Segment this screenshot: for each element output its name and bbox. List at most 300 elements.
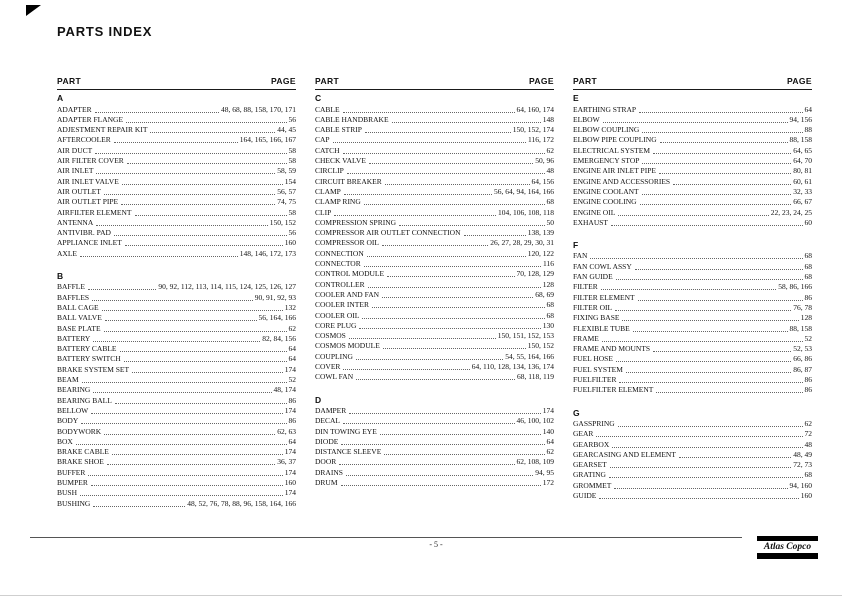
page-numbers: 62, 63 bbox=[277, 426, 296, 436]
part-name: EXHAUST bbox=[573, 217, 608, 227]
part-name: DECAL bbox=[315, 416, 340, 426]
page-numbers: 68 bbox=[546, 197, 554, 207]
part-name: GEARBOX bbox=[573, 439, 610, 449]
part-name: BEARING BALL bbox=[57, 395, 112, 405]
dotted-leader bbox=[660, 142, 788, 143]
page-numbers: 150, 152 bbox=[527, 341, 554, 351]
part-name: COVER bbox=[315, 362, 341, 372]
page-numbers: 58 bbox=[288, 207, 296, 217]
part-name: ANTIVIBR. PAD bbox=[57, 228, 111, 238]
dotted-leader bbox=[362, 318, 544, 319]
part-header-label: PART bbox=[573, 76, 598, 86]
page-numbers: 174 bbox=[284, 364, 296, 374]
index-entry bbox=[57, 405, 296, 415]
dotted-leader bbox=[633, 331, 788, 332]
page-numbers: 116, 172 bbox=[528, 135, 554, 145]
page-numbers: 66, 67 bbox=[793, 197, 812, 207]
page-numbers: 48, 52, 76, 78, 88, 96, 158, 164, 166 bbox=[187, 498, 296, 508]
dotted-leader bbox=[349, 338, 496, 339]
part-name: ADAPTER FLANGE bbox=[57, 114, 124, 124]
index-entry bbox=[573, 196, 812, 206]
part-name: BODYWORK bbox=[57, 426, 102, 436]
part-name: AXLE bbox=[57, 248, 77, 258]
part-name: COSMOS bbox=[315, 331, 346, 341]
page-numbers: 50, 96 bbox=[535, 156, 554, 166]
part-name: CATCH bbox=[315, 145, 340, 155]
part-name: FAN GUIDE bbox=[573, 272, 613, 282]
part-name: ELBOW COUPLING bbox=[573, 125, 640, 135]
dotted-leader bbox=[88, 475, 282, 476]
column-header bbox=[315, 76, 554, 90]
part-name: CORE PLUG bbox=[315, 320, 357, 330]
part-name: CLAMP bbox=[315, 186, 341, 196]
part-name: ENGINE COOLING bbox=[573, 197, 637, 207]
page-numbers: 128 bbox=[800, 313, 812, 323]
dotted-leader bbox=[88, 289, 156, 290]
page-numbers: 148, 146, 172, 173 bbox=[239, 248, 296, 258]
part-name: BALL VALVE bbox=[57, 313, 102, 323]
page-numbers: 160 bbox=[284, 477, 296, 487]
part-name: BUFFER bbox=[57, 467, 86, 477]
page-numbers: 26, 27, 28, 29, 30, 31 bbox=[490, 238, 554, 248]
dotted-leader bbox=[616, 361, 791, 362]
page-numbers: 88, 158 bbox=[789, 323, 812, 333]
dotted-leader bbox=[104, 331, 287, 332]
index-entry bbox=[57, 425, 296, 435]
page-numbers: 150, 151, 152, 153 bbox=[497, 331, 554, 341]
dotted-leader bbox=[333, 142, 526, 143]
index-entry bbox=[315, 237, 554, 247]
part-name: BUMPER bbox=[57, 477, 88, 487]
index-entry bbox=[315, 405, 554, 415]
index-entry bbox=[573, 333, 812, 343]
index-entry bbox=[315, 165, 554, 175]
part-name: DRAINS bbox=[315, 467, 343, 477]
index-entry bbox=[573, 175, 812, 185]
dotted-leader bbox=[622, 320, 798, 321]
dotted-leader bbox=[372, 307, 545, 308]
dotted-leader bbox=[121, 204, 275, 205]
part-name: COWL FAN bbox=[315, 372, 354, 382]
page-numbers: 60 bbox=[804, 217, 812, 227]
part-name: AFTERCOOLER bbox=[57, 135, 111, 145]
page-numbers: 62 bbox=[546, 447, 554, 457]
section-letter: A bbox=[57, 93, 64, 104]
index-entry bbox=[573, 343, 812, 353]
page-numbers: 62 bbox=[288, 323, 296, 333]
page-numbers: 154 bbox=[284, 176, 296, 186]
part-name: BODY bbox=[57, 416, 79, 426]
index-entry bbox=[315, 217, 554, 227]
page-numbers: 64 bbox=[288, 354, 296, 364]
dotted-leader bbox=[343, 369, 469, 370]
dotted-leader bbox=[615, 310, 791, 311]
index-entry bbox=[315, 278, 554, 288]
part-name: GRATING bbox=[573, 470, 606, 480]
dotted-leader bbox=[656, 392, 802, 393]
part-name: FIXING BASE bbox=[573, 313, 620, 323]
part-name: GUIDE bbox=[573, 490, 597, 500]
index-entry bbox=[315, 340, 554, 350]
page-numbers: 172 bbox=[542, 477, 554, 487]
dotted-leader bbox=[341, 485, 541, 486]
page-numbers: 148 bbox=[542, 114, 554, 124]
index-entry bbox=[57, 436, 296, 446]
index-entry bbox=[573, 291, 812, 301]
index-entry bbox=[57, 466, 296, 476]
part-name: GASSPRING bbox=[573, 418, 615, 428]
part-name: FILTER bbox=[573, 282, 598, 292]
part-name: COSMOS MODULE bbox=[315, 341, 380, 351]
index-entry bbox=[57, 415, 296, 425]
page-numbers: 174 bbox=[542, 405, 554, 415]
page-numbers: 88 bbox=[804, 125, 812, 135]
page-numbers: 174 bbox=[284, 447, 296, 457]
part-name: BEARING bbox=[57, 385, 91, 395]
page-numbers: 64, 65 bbox=[793, 145, 812, 155]
index-entry bbox=[315, 350, 554, 360]
dotted-leader bbox=[93, 392, 271, 393]
index-entry bbox=[573, 479, 812, 489]
page-numbers: 64 bbox=[804, 104, 812, 114]
index-entry bbox=[57, 227, 296, 237]
index-entry bbox=[573, 322, 812, 332]
part-name: AIR OUTLET PIPE bbox=[57, 197, 119, 207]
index-entry bbox=[57, 247, 296, 257]
page-numbers: 62 bbox=[804, 418, 812, 428]
part-name: FUEL SYSTEM bbox=[573, 364, 623, 374]
dotted-leader bbox=[368, 287, 541, 288]
part-name: GEARSET bbox=[573, 460, 607, 470]
dotted-leader bbox=[81, 423, 286, 424]
page-numbers: 36, 37 bbox=[277, 457, 296, 467]
dotted-leader bbox=[590, 258, 802, 259]
page-numbers: 94, 160 bbox=[789, 480, 812, 490]
dotted-leader bbox=[596, 436, 802, 437]
index-entry bbox=[57, 497, 296, 507]
part-name: ENGINE OIL bbox=[573, 207, 616, 217]
index-entry bbox=[315, 299, 554, 309]
dotted-leader bbox=[385, 184, 530, 185]
part-name: AIRFILTER ELEMENT bbox=[57, 207, 132, 217]
dotted-leader bbox=[82, 382, 287, 383]
index-entry bbox=[57, 217, 296, 227]
dotted-leader bbox=[359, 328, 540, 329]
index-column bbox=[573, 76, 812, 508]
section-letter: B bbox=[57, 271, 64, 282]
part-name: COOLER AND FAN bbox=[315, 289, 380, 299]
page-numbers: 64, 156 bbox=[531, 176, 554, 186]
index-entry bbox=[573, 449, 812, 459]
page-numbers: 150, 152, 174 bbox=[512, 125, 554, 135]
dotted-leader bbox=[392, 122, 541, 123]
page-title: PARTS INDEX bbox=[57, 24, 153, 39]
dotted-leader bbox=[612, 447, 802, 448]
dotted-leader bbox=[673, 184, 791, 185]
page-numbers: 68, 118, 119 bbox=[517, 372, 554, 382]
index-column bbox=[315, 76, 554, 508]
index-entry bbox=[57, 144, 296, 154]
part-name: FRAME bbox=[573, 333, 599, 343]
dotted-leader bbox=[132, 372, 283, 373]
dotted-leader bbox=[611, 225, 803, 226]
part-name: FUELFILTER bbox=[573, 375, 617, 385]
dotted-leader bbox=[95, 112, 219, 113]
dotted-leader bbox=[95, 153, 286, 154]
dotted-leader bbox=[364, 204, 545, 205]
dotted-leader bbox=[92, 300, 253, 301]
page-numbers: 68, 69 bbox=[535, 289, 554, 299]
part-name: BUSH bbox=[57, 488, 78, 498]
part-name: GROMMET bbox=[573, 480, 612, 490]
column-header bbox=[573, 76, 812, 90]
part-name: FUELFILTER ELEMENT bbox=[573, 385, 654, 395]
index-entry bbox=[315, 371, 554, 381]
index-entry bbox=[315, 124, 554, 134]
dotted-leader bbox=[120, 351, 287, 352]
index-entry bbox=[315, 114, 554, 124]
index-entry bbox=[57, 487, 296, 497]
dotted-leader bbox=[135, 215, 287, 216]
dotted-leader bbox=[653, 153, 791, 154]
part-name: COOLER INTER bbox=[315, 300, 369, 310]
part-header-label: PART bbox=[315, 76, 340, 86]
dotted-leader bbox=[115, 403, 287, 404]
page-numbers: 140 bbox=[542, 426, 554, 436]
page-numbers: 52 bbox=[804, 333, 812, 343]
page-numbers: 52, 53 bbox=[793, 344, 812, 354]
dotted-leader bbox=[343, 423, 515, 424]
page-numbers: 50 bbox=[546, 217, 554, 227]
dotted-leader bbox=[102, 310, 283, 311]
index-entry bbox=[315, 175, 554, 185]
index-entry bbox=[573, 428, 812, 438]
part-name: DRUM bbox=[315, 477, 338, 487]
index-entry bbox=[57, 103, 296, 113]
dotted-leader bbox=[124, 361, 287, 362]
part-name: BATTERY SWITCH bbox=[57, 354, 121, 364]
page-numbers: 130 bbox=[542, 320, 554, 330]
dotted-leader bbox=[125, 245, 283, 246]
dotted-leader bbox=[602, 341, 803, 342]
part-name: ANTENNA bbox=[57, 217, 94, 227]
index-entry bbox=[573, 155, 812, 165]
page-numbers: 128 bbox=[542, 279, 554, 289]
page-number: - 5 - bbox=[429, 540, 443, 549]
dotted-leader bbox=[150, 132, 275, 133]
index-entry bbox=[573, 165, 812, 175]
section-letter: E bbox=[573, 93, 579, 104]
page-numbers: 60, 61 bbox=[793, 176, 812, 186]
page-numbers: 54, 55, 164, 166 bbox=[505, 351, 554, 361]
dotted-leader bbox=[107, 464, 275, 465]
index-entry bbox=[57, 281, 296, 291]
part-name: GEAR bbox=[573, 429, 594, 439]
page-numbers: 68 bbox=[546, 300, 554, 310]
dotted-leader bbox=[618, 215, 768, 216]
index-entry bbox=[57, 155, 296, 165]
index-entry bbox=[573, 271, 812, 281]
dotted-leader bbox=[343, 153, 545, 154]
dotted-leader bbox=[382, 245, 488, 246]
part-name: FILTER OIL bbox=[573, 302, 613, 312]
index-entry bbox=[573, 144, 812, 154]
index-entry bbox=[315, 155, 554, 165]
index-column bbox=[57, 76, 296, 508]
part-name: CABLE HANDBRAKE bbox=[315, 114, 389, 124]
dotted-leader bbox=[369, 163, 533, 164]
index-entry bbox=[57, 312, 296, 322]
index-columns bbox=[57, 76, 812, 508]
page-numbers: 48, 68, 88, 158, 170, 171 bbox=[221, 104, 296, 114]
page-numbers: 22, 23, 24, 25 bbox=[770, 207, 812, 217]
logo-bar-bottom bbox=[757, 553, 818, 559]
page-numbers: 90, 92, 112, 113, 114, 115, 124, 125, 126, 127 bbox=[158, 282, 296, 292]
part-name: AIR DUCT bbox=[57, 145, 93, 155]
index-entry bbox=[315, 330, 554, 340]
index-entry bbox=[573, 469, 812, 479]
part-name: APPLIANCE INLET bbox=[57, 238, 122, 248]
part-name: CAP bbox=[315, 135, 330, 145]
part-name: CABLE bbox=[315, 104, 340, 114]
footer-rule bbox=[30, 537, 742, 538]
part-name: ADAPTER bbox=[57, 104, 92, 114]
dotted-leader bbox=[104, 434, 275, 435]
page-numbers: 86 bbox=[804, 292, 812, 302]
part-name: CONTROLLER bbox=[315, 279, 365, 289]
index-entry bbox=[315, 134, 554, 144]
dotted-leader bbox=[635, 269, 803, 270]
page-numbers: 64 bbox=[288, 436, 296, 446]
page-numbers: 86 bbox=[288, 416, 296, 426]
page-numbers: 56, 64, 94, 164, 166 bbox=[494, 186, 554, 196]
index-entry bbox=[57, 237, 296, 247]
part-name: CONNECTION bbox=[315, 248, 364, 258]
part-name: ELBOW bbox=[573, 114, 600, 124]
logo-text: Atlas Copco bbox=[763, 542, 812, 552]
index-entry bbox=[573, 459, 812, 469]
page-numbers: 76, 78 bbox=[793, 302, 812, 312]
index-entry bbox=[57, 477, 296, 487]
page-numbers: 174 bbox=[284, 467, 296, 477]
index-entry bbox=[57, 196, 296, 206]
dotted-leader bbox=[638, 300, 803, 301]
dotted-leader bbox=[76, 444, 287, 445]
index-entry bbox=[573, 260, 812, 270]
index-entry bbox=[315, 477, 554, 487]
page-numbers: 58, 59 bbox=[277, 166, 296, 176]
index-entry bbox=[573, 134, 812, 144]
page-numbers: 44, 45 bbox=[277, 125, 296, 135]
section-letter: F bbox=[573, 240, 579, 251]
page-numbers: 62 bbox=[546, 145, 554, 155]
index-entry bbox=[57, 124, 296, 134]
dotted-leader bbox=[105, 320, 257, 321]
part-name: BRAKE CABLE bbox=[57, 447, 109, 457]
part-name: CIRCUIT BREAKER bbox=[315, 176, 382, 186]
index-entry bbox=[57, 186, 296, 196]
part-name: COOLER OIL bbox=[315, 310, 360, 320]
page-numbers: 68 bbox=[546, 310, 554, 320]
part-name: CABLE STRIP bbox=[315, 125, 362, 135]
page-numbers: 132 bbox=[284, 302, 296, 312]
index-entry bbox=[315, 289, 554, 299]
dotted-leader bbox=[642, 163, 791, 164]
dotted-leader bbox=[616, 279, 803, 280]
dotted-leader bbox=[96, 173, 275, 174]
dotted-leader bbox=[619, 382, 802, 383]
index-entry bbox=[573, 250, 812, 260]
page-numbers: 32, 33 bbox=[793, 186, 812, 196]
page-header-label: PAGE bbox=[786, 76, 812, 86]
part-name: FAN bbox=[573, 251, 588, 261]
part-name: AIR FILTER COVER bbox=[57, 156, 124, 166]
page-numbers: 74, 75 bbox=[277, 197, 296, 207]
index-entry bbox=[573, 103, 812, 113]
part-name: BOX bbox=[57, 436, 73, 446]
page-numbers: 86, 87 bbox=[793, 364, 812, 374]
part-name: CIRCLIP bbox=[315, 166, 344, 176]
dotted-leader bbox=[383, 348, 526, 349]
page-numbers: 68 bbox=[804, 251, 812, 261]
dotted-leader bbox=[80, 256, 238, 257]
part-name: AIR OUTLET bbox=[57, 186, 101, 196]
index-entry bbox=[57, 322, 296, 332]
dotted-leader bbox=[642, 194, 792, 195]
page-numbers: 68 bbox=[804, 272, 812, 282]
section-letter: G bbox=[573, 407, 580, 418]
page-numbers: 72, 73 bbox=[793, 460, 812, 470]
dotted-leader bbox=[93, 506, 185, 507]
index-entry bbox=[573, 374, 812, 384]
page-numbers: 80, 81 bbox=[793, 166, 812, 176]
index-entry bbox=[315, 446, 554, 456]
page-numbers: 56, 57 bbox=[277, 186, 296, 196]
part-name: CONTROL MODULE bbox=[315, 269, 385, 279]
dotted-leader bbox=[387, 276, 514, 277]
part-name: BATTERY bbox=[57, 333, 91, 343]
part-name: CLAMP RING bbox=[315, 197, 361, 207]
index-entry bbox=[315, 144, 554, 154]
part-name: BAFFLE bbox=[57, 282, 85, 292]
page-numbers: 116 bbox=[543, 259, 554, 269]
index-entry bbox=[57, 343, 296, 353]
page-numbers: 58, 86, 166 bbox=[778, 282, 812, 292]
page-numbers: 68 bbox=[804, 261, 812, 271]
part-name: DIODE bbox=[315, 436, 339, 446]
dotted-leader bbox=[599, 498, 798, 499]
part-name: BEAM bbox=[57, 375, 79, 385]
page-numbers: 160 bbox=[284, 238, 296, 248]
part-name: COMPRESSOR OIL bbox=[315, 238, 379, 248]
index-entry bbox=[57, 114, 296, 124]
page-numbers: 56, 164, 166 bbox=[258, 313, 296, 323]
page-numbers: 48, 49 bbox=[793, 449, 812, 459]
page-numbers: 70, 128, 129 bbox=[516, 269, 554, 279]
page-numbers: 58 bbox=[288, 156, 296, 166]
page-numbers: 52 bbox=[288, 375, 296, 385]
dotted-leader bbox=[610, 467, 792, 468]
dotted-leader bbox=[347, 173, 545, 174]
page-numbers: 104, 106, 108, 118 bbox=[498, 207, 554, 217]
part-name: AIR INLET bbox=[57, 166, 94, 176]
part-name: DIN TOWING EYE bbox=[315, 426, 377, 436]
index-entry bbox=[315, 309, 554, 319]
index-entry bbox=[315, 466, 554, 476]
dotted-leader bbox=[339, 464, 514, 465]
dotted-leader bbox=[642, 132, 802, 133]
page-numbers: 90, 91, 92, 93 bbox=[254, 292, 296, 302]
